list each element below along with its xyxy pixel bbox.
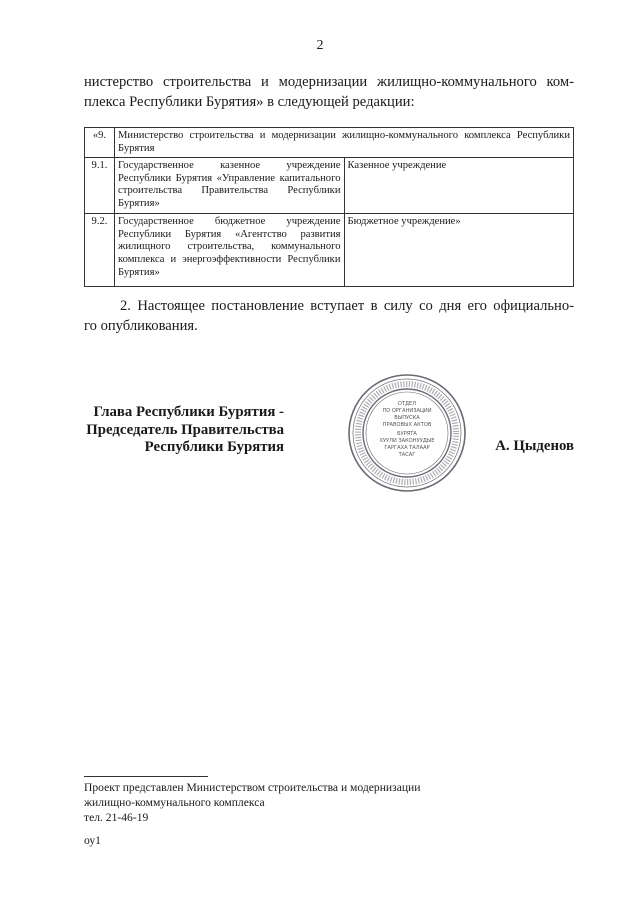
organizations-table xyxy=(84,127,574,287)
footnote-line: жилищно-коммунального комплекса xyxy=(84,796,265,809)
footnote xyxy=(84,780,420,825)
signatory-title xyxy=(84,404,284,457)
seal-inner-text: ВЫПУСКА xyxy=(394,415,420,421)
footnote-divider xyxy=(84,776,208,777)
intro-line: плекса Республики Бурятия» в следующей редакции: xyxy=(84,94,415,110)
official-seal-stamp xyxy=(346,372,468,494)
seal-inner-text: ПРАВОВЫХ АКТОВ xyxy=(382,422,432,428)
seal-inner-text: БУРЯТА xyxy=(397,431,417,437)
row-type: Казенное учреждение xyxy=(344,158,574,214)
footnote-line: Проект представлен Министерством строительства и модернизации xyxy=(84,781,421,794)
seal-inner-text: ХУУЛИ ЗАКОНУУДЫЕ xyxy=(379,438,435,444)
intro-paragraph xyxy=(84,72,574,112)
signatory-name: А. Цыденов xyxy=(495,438,574,454)
intro-line: нистерство строительства и модернизации жилищно-коммунального ком- xyxy=(84,74,574,90)
row-type: Бюджетное учреждение» xyxy=(344,214,574,287)
seal-inner-text: ГАРГАХА ТАЛААР xyxy=(384,445,430,451)
table-row xyxy=(85,158,574,214)
row-name: Государственное бюджетное учреждение Республики Бурятия «Агентство развития жилищного строительства, коммунального комплекса и энергоэффективности Республики Бурятия» xyxy=(115,214,345,287)
row-name: Государственное казенное учреждение Республики Бурятия «Управление капитального строительства Правительства Республики Бурятия» xyxy=(115,158,345,214)
footnote-line: тел. 21-46-19 xyxy=(84,811,149,824)
signatory-title-line: Глава Республики Бурятия - xyxy=(93,404,284,420)
seal-inner-text: ОТДЕЛ xyxy=(397,401,417,407)
seal-inner-text: ТАСАГ xyxy=(398,452,416,458)
clause-paragraph xyxy=(84,296,574,336)
clause-line: го опубликования. xyxy=(84,318,198,334)
table-row xyxy=(85,128,574,158)
signatory-title-line: Республики Бурятия xyxy=(144,439,284,455)
page-number: 2 xyxy=(316,38,324,53)
row-number: 9.2. xyxy=(85,214,115,287)
seal-inner-text: ПО ОРГАНИЗАЦИИ xyxy=(382,408,432,414)
signatory-title-line: Председатель Правительства xyxy=(86,421,284,438)
row-number: 9.1. xyxy=(85,158,115,214)
row-number: «9. xyxy=(85,128,115,158)
table-row xyxy=(85,214,574,287)
clause-line: 2. Настоящее постановление вступает в силу со дня его официально- xyxy=(120,298,574,314)
document-code: оу1 xyxy=(84,834,101,847)
row-name: Министерство строительства и модернизации жилищно-коммунального комплекса Республики Бурятия xyxy=(115,128,574,158)
